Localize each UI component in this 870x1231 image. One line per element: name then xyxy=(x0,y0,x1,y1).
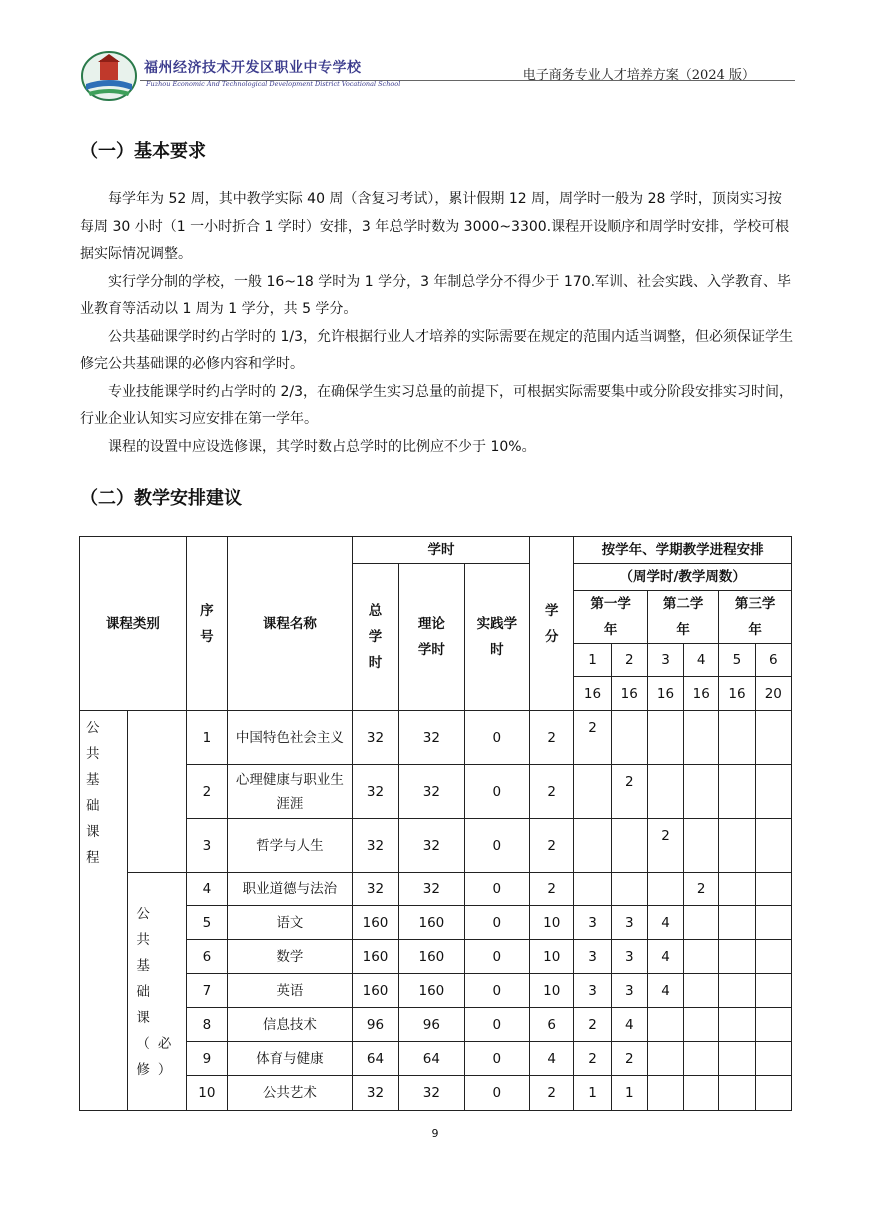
term-hours xyxy=(574,765,611,819)
term-hours xyxy=(684,819,719,873)
term-hours xyxy=(647,1076,683,1111)
term-hours xyxy=(755,1008,791,1042)
course-seq: 1 xyxy=(186,711,227,765)
course-seq: 6 xyxy=(186,940,227,974)
page-header xyxy=(80,50,795,102)
course-name: 职业道德与法治 xyxy=(228,873,353,906)
course-seq: 9 xyxy=(186,1042,227,1076)
header-term: 5 xyxy=(719,644,755,677)
category-sub: 公共基础课（必修） xyxy=(128,873,186,1111)
term-hours xyxy=(755,906,791,940)
table-row xyxy=(80,1008,792,1042)
term-hours xyxy=(684,974,719,1008)
paragraph: 每学年为 52 周，其中教学实际 40 周（含复习考试），累计假期 12 周，周学时一般为 28 学时，顶岗实习按每周 30 小时（1 一小时折合 1 学时）安排，3 年总学时数为 3000~3300.课程开设顺序和周学时安排，学校可根据实际情况调整。 xyxy=(80,191,790,262)
header-hours-group: 学时 xyxy=(352,537,529,564)
course-seq: 3 xyxy=(186,819,227,873)
term-hours: 2 xyxy=(647,819,683,873)
term-hours: 4 xyxy=(647,974,683,1008)
term-hours xyxy=(719,765,755,819)
term-hours xyxy=(755,819,791,873)
term-hours xyxy=(611,819,647,873)
term-hours: 4 xyxy=(647,906,683,940)
header-weeks: 20 xyxy=(755,677,791,711)
term-hours: 3 xyxy=(574,940,611,974)
term-hours: 2 xyxy=(574,1042,611,1076)
course-seq: 2 xyxy=(186,765,227,819)
term-hours xyxy=(684,765,719,819)
course-name: 哲学与人生 xyxy=(228,819,353,873)
theory-hours: 32 xyxy=(399,1076,464,1111)
header-rule xyxy=(140,80,795,81)
term-hours: 4 xyxy=(611,1008,647,1042)
course-name: 体育与健康 xyxy=(228,1042,353,1076)
header-total-hours: 总学时 xyxy=(352,564,398,711)
course-credit: 2 xyxy=(530,711,574,765)
term-hours xyxy=(684,940,719,974)
practice-hours: 0 xyxy=(464,819,529,873)
total-hours: 160 xyxy=(352,906,398,940)
document-title: 电子商务专业人才培养方案（2024 版） xyxy=(522,68,755,83)
term-hours xyxy=(755,1042,791,1076)
term-hours xyxy=(755,873,791,906)
section-heading-teaching-arrangement: （二）教学安排建议 xyxy=(80,488,242,509)
header-theory-hours: 理论学时 xyxy=(399,564,464,711)
total-hours: 96 xyxy=(352,1008,398,1042)
theory-hours: 32 xyxy=(399,711,464,765)
theory-hours: 32 xyxy=(399,873,464,906)
total-hours: 32 xyxy=(352,1076,398,1111)
header-weeks: 16 xyxy=(719,677,755,711)
table-row xyxy=(80,940,792,974)
term-hours xyxy=(719,873,755,906)
header-term: 1 xyxy=(574,644,611,677)
term-hours: 3 xyxy=(611,974,647,1008)
term-hours: 3 xyxy=(611,906,647,940)
header-weeks: 16 xyxy=(574,677,611,711)
term-hours xyxy=(574,819,611,873)
course-seq: 7 xyxy=(186,974,227,1008)
header-course-name: 课程名称 xyxy=(228,537,353,711)
term-hours xyxy=(647,873,683,906)
total-hours: 32 xyxy=(352,819,398,873)
course-name: 数学 xyxy=(228,940,353,974)
theory-hours: 32 xyxy=(399,765,464,819)
term-hours xyxy=(684,1042,719,1076)
term-hours xyxy=(684,906,719,940)
theory-hours: 96 xyxy=(399,1008,464,1042)
practice-hours: 0 xyxy=(464,873,529,906)
table-row xyxy=(80,1042,792,1076)
school-emblem-icon xyxy=(80,50,138,102)
header-term: 2 xyxy=(611,644,647,677)
term-hours xyxy=(755,765,791,819)
school-name-cn: 福州经济技术开发区职业中专学校 xyxy=(144,60,362,76)
category-main: 公共基础课程 xyxy=(80,711,128,1111)
course-credit: 10 xyxy=(530,906,574,940)
header-term: 4 xyxy=(684,644,719,677)
header-weeks: 16 xyxy=(647,677,683,711)
paragraph: 课程的设置中应设选修课，其学时数占总学时的比例应不少于 10%。 xyxy=(108,438,536,455)
paragraph: 专业技能课学时约占学时的 2/3，在确保学生实习总量的前提下，可根据实际需要集中或分阶段安排实习时间，行业企业认知实习应安排在第一学年。 xyxy=(80,383,793,427)
term-hours xyxy=(684,1076,719,1111)
total-hours: 160 xyxy=(352,940,398,974)
term-hours: 1 xyxy=(611,1076,647,1111)
course-seq: 8 xyxy=(186,1008,227,1042)
table-row xyxy=(80,765,792,819)
course-seq: 10 xyxy=(186,1076,227,1111)
term-hours xyxy=(684,1008,719,1042)
course-credit: 2 xyxy=(530,819,574,873)
term-hours: 3 xyxy=(574,974,611,1008)
term-hours xyxy=(755,974,791,1008)
term-hours: 2 xyxy=(684,873,719,906)
practice-hours: 0 xyxy=(464,711,529,765)
practice-hours: 0 xyxy=(464,1008,529,1042)
course-name: 中国特色社会主义 xyxy=(228,711,353,765)
term-hours xyxy=(647,1042,683,1076)
course-seq: 4 xyxy=(186,873,227,906)
term-hours xyxy=(719,940,755,974)
paragraph: 公共基础课学时约占学时的 1/3，允许根据行业人才培养的实际需要在规定的范围内适当调整，但必须保证学生修完公共基础课的必修内容和学时。 xyxy=(80,328,793,372)
table-row xyxy=(80,1076,792,1111)
table-row xyxy=(80,906,792,940)
term-hours: 3 xyxy=(574,906,611,940)
term-hours: 2 xyxy=(611,1042,647,1076)
theory-hours: 160 xyxy=(399,974,464,1008)
course-credit: 2 xyxy=(530,765,574,819)
term-hours xyxy=(647,711,683,765)
term-hours: 2 xyxy=(574,711,611,765)
course-name: 英语 xyxy=(228,974,353,1008)
term-hours xyxy=(719,906,755,940)
table-row xyxy=(80,974,792,1008)
term-hours: 2 xyxy=(574,1008,611,1042)
total-hours: 64 xyxy=(352,1042,398,1076)
header-year-3: 第三学年 xyxy=(719,591,792,644)
term-hours: 4 xyxy=(647,940,683,974)
practice-hours: 0 xyxy=(464,940,529,974)
practice-hours: 0 xyxy=(464,906,529,940)
practice-hours: 0 xyxy=(464,1042,529,1076)
theory-hours: 160 xyxy=(399,940,464,974)
theory-hours: 64 xyxy=(399,1042,464,1076)
header-arrangement: 按学年、学期教学进程安排 xyxy=(574,537,792,564)
header-weeks: 16 xyxy=(684,677,719,711)
term-hours xyxy=(719,711,755,765)
term-hours: 1 xyxy=(574,1076,611,1111)
paragraph: 实行学分制的学校，一般 16~18 学时为 1 学分，3 年制总学分不得少于 170.军训、社会实践、入学教育、毕业教育等活动以 1 周为 1 学分，共 5 学分。 xyxy=(80,273,792,317)
table-row xyxy=(80,819,792,873)
course-name: 心理健康与职业生涯涯 xyxy=(228,765,353,819)
term-hours xyxy=(755,1076,791,1111)
term-hours xyxy=(719,974,755,1008)
term-hours: 3 xyxy=(611,940,647,974)
header-weeks: 16 xyxy=(611,677,647,711)
course-credit: 2 xyxy=(530,1076,574,1111)
table-row xyxy=(80,711,792,765)
term-hours xyxy=(719,1008,755,1042)
practice-hours: 0 xyxy=(464,974,529,1008)
term-hours xyxy=(647,1008,683,1042)
term-hours xyxy=(647,765,683,819)
header-practice-hours: 实践学时 xyxy=(464,564,529,711)
table-row xyxy=(80,873,792,906)
course-credit: 4 xyxy=(530,1042,574,1076)
category-sub-blank xyxy=(128,711,186,873)
header-year-2: 第二学年 xyxy=(647,591,718,644)
course-credit: 6 xyxy=(530,1008,574,1042)
header-term: 3 xyxy=(647,644,683,677)
course-name: 语文 xyxy=(228,906,353,940)
header-year-1: 第一学年 xyxy=(574,591,648,644)
course-seq: 5 xyxy=(186,906,227,940)
header-term: 6 xyxy=(755,644,791,677)
term-hours xyxy=(755,940,791,974)
term-hours xyxy=(611,711,647,765)
course-name: 信息技术 xyxy=(228,1008,353,1042)
term-hours xyxy=(719,1076,755,1111)
course-credit: 2 xyxy=(530,873,574,906)
total-hours: 32 xyxy=(352,765,398,819)
term-hours: 2 xyxy=(611,765,647,819)
course-credit: 10 xyxy=(530,940,574,974)
section-heading-basic-requirements: （一）基本要求 xyxy=(80,141,206,162)
header-credit: 学分 xyxy=(530,537,574,711)
header-category: 课程类别 xyxy=(80,537,187,711)
course-credit: 10 xyxy=(530,974,574,1008)
header-arrangement-sub: （周学时/教学周数） xyxy=(574,564,792,591)
school-name-en: Fuzhou Economic And Technological Development District Vocational School xyxy=(146,80,401,88)
theory-hours: 160 xyxy=(399,906,464,940)
total-hours: 32 xyxy=(352,873,398,906)
term-hours xyxy=(684,711,719,765)
course-name: 公共艺术 xyxy=(228,1076,353,1111)
section-body xyxy=(80,186,793,461)
header-seq: 序号 xyxy=(186,537,227,711)
theory-hours: 32 xyxy=(399,819,464,873)
term-hours xyxy=(611,873,647,906)
page-number: 9 xyxy=(431,1127,439,1140)
term-hours xyxy=(719,1042,755,1076)
practice-hours: 0 xyxy=(464,765,529,819)
total-hours: 32 xyxy=(352,711,398,765)
term-hours xyxy=(574,873,611,906)
schedule-table xyxy=(79,536,792,1111)
term-hours xyxy=(719,819,755,873)
term-hours xyxy=(755,711,791,765)
practice-hours: 0 xyxy=(464,1076,529,1111)
total-hours: 160 xyxy=(352,974,398,1008)
